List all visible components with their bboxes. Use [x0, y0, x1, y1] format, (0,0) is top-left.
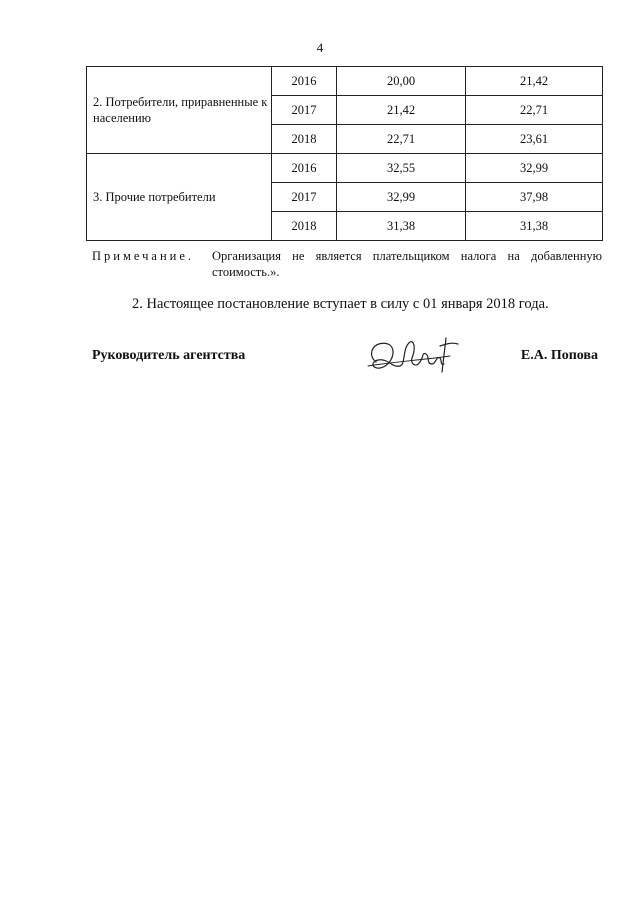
value-cell: 32,99 [466, 154, 603, 183]
table-row [87, 154, 603, 183]
value-cell: 21,42 [337, 96, 466, 125]
effective-date-clause: 2. Настоящее постановление вступает в силу с 01 января 2018 года. [132, 296, 549, 312]
year-cell: 2018 [272, 212, 337, 241]
value-cell: 37,98 [466, 183, 603, 212]
value-cell: 20,00 [337, 67, 466, 96]
value-cell: 32,55 [337, 154, 466, 183]
value-cell: 22,71 [337, 125, 466, 154]
year-cell: 2017 [272, 96, 337, 125]
year-cell: 2016 [272, 67, 337, 96]
signatory-name: Е.А. Попова [520, 348, 598, 363]
year-cell: 2018 [272, 125, 337, 154]
value-cell: 31,38 [337, 212, 466, 241]
signature-block [92, 348, 602, 388]
group-label: 3. Прочие потребители [87, 154, 272, 241]
signatory-title: Руководитель агентства [92, 348, 246, 363]
value-cell: 32,99 [337, 183, 466, 212]
value-cell: 31,38 [466, 212, 603, 241]
year-cell: 2017 [272, 183, 337, 212]
tariff-table [86, 66, 603, 241]
note-text: Организация не является плательщиком налога на добавленную стоимость.». [212, 249, 602, 279]
value-cell: 23,61 [466, 125, 603, 154]
note [92, 248, 602, 280]
page-number: 4 [316, 40, 324, 55]
value-cell: 22,71 [466, 96, 603, 125]
value-cell: 21,42 [466, 67, 603, 96]
table-row [87, 67, 603, 96]
handwritten-signature [362, 332, 472, 382]
year-cell: 2016 [272, 154, 337, 183]
note-label: Примечание. [92, 249, 195, 263]
group-label: 2. Потребители, приравненные к населению [87, 67, 272, 154]
